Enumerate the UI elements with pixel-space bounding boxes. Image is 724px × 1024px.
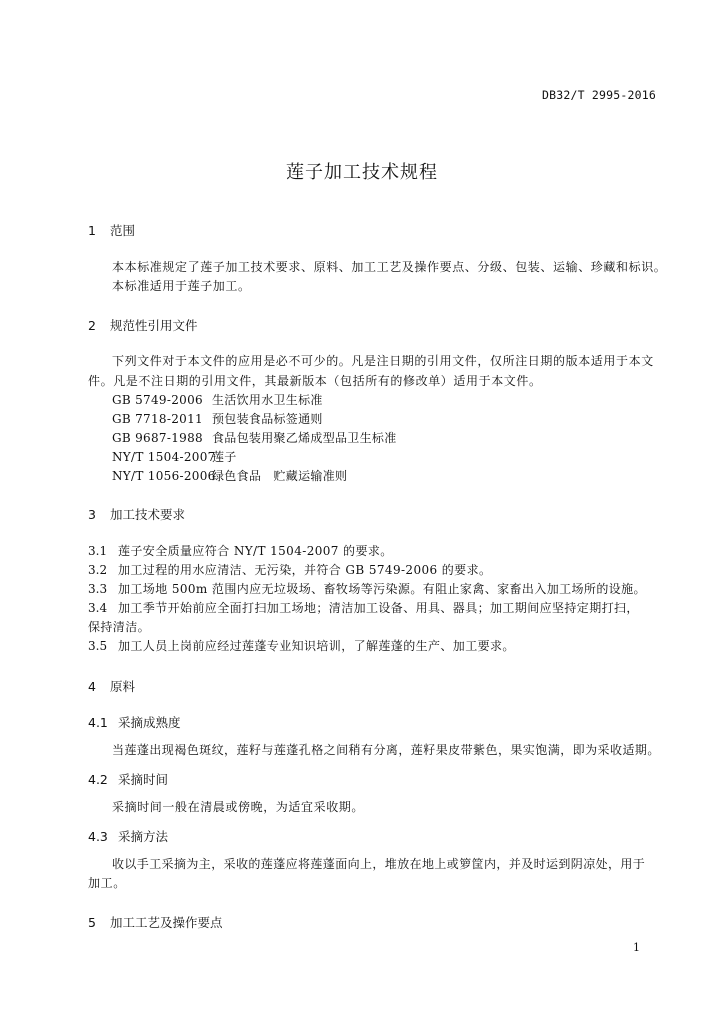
clause-3-2 — [88, 561, 491, 578]
reference-code: GB 7718-2011 — [112, 412, 203, 426]
clause-text: 加工季节开始前应全面打扫加工场地；清洁加工设备、用具、器具；加工期间应坚持定期打扫， — [118, 601, 639, 615]
clause-number: 3.3 — [88, 582, 108, 596]
subsection-4-2-text: 采摘时间一般在清晨或傍晚，为适宜采收期。 — [112, 800, 365, 814]
page-number: 1 — [633, 941, 640, 954]
clause-text: 加工人员上岗前应经过莲蓬专业知识培训，了解莲蓬的生产、加工要求。 — [118, 639, 515, 653]
section-number: 2 — [88, 318, 96, 333]
section-3-heading — [88, 505, 185, 523]
section-title: 加工技术要求 — [110, 507, 186, 522]
reference-item — [112, 429, 397, 446]
subsection-number: 4.2 — [88, 772, 108, 787]
section-4-heading — [88, 677, 135, 695]
reference-item — [112, 467, 347, 484]
subsection-4-3-text-line-2: 加工。 — [88, 876, 126, 890]
subsection-title: 采摘成熟度 — [118, 715, 181, 730]
section-2-intro-line-2: 件。凡是不注日期的引用文件，其最新版本（包括所有的修改单）适用于本文件。 — [88, 374, 542, 388]
reference-item — [112, 391, 323, 408]
section-1-heading — [88, 221, 135, 239]
subsection-4-3-text-line-1: 收以手工采摘为主，采收的莲蓬应将莲蓬面向上，堆放在地上或箩筐内，并及时运到阴凉处，用于 — [112, 857, 646, 871]
reference-name: 预包装食品标签通则 — [212, 412, 323, 426]
section-1-paragraph-1: 本本标准规定了莲子加工技术要求、原料、加工工艺及操作要点、分级、包装、运输、珍藏和标识。 — [112, 260, 667, 274]
clause-text: 莲子安全质量应符合 NY/T 1504-2007 的要求。 — [118, 544, 393, 558]
reference-name: 绿色食品 贮藏运输准则 — [212, 469, 348, 483]
clause-3-1 — [88, 542, 393, 559]
reference-name: 莲子 — [212, 450, 237, 464]
clause-text: 加工过程的用水应清洁、无污染，并符合 GB 5749-2006 的要求。 — [118, 563, 492, 577]
section-title: 加工工艺及操作要点 — [110, 915, 223, 930]
reference-name: 食品包装用聚乙烯成型品卫生标准 — [212, 431, 397, 445]
document-title: 莲子加工技术规程 — [286, 162, 438, 183]
clause-number: 3.5 — [88, 639, 108, 653]
reference-item — [112, 448, 237, 465]
section-2-intro-line-1: 下列文件对于本文件的应用是必不可少的。凡是注日期的引用文件，仅所注日期的版本适用于本文 — [112, 354, 654, 368]
section-title: 原料 — [110, 679, 136, 694]
clause-3-4-continuation: 保持清洁。 — [88, 620, 151, 634]
subsection-title: 采摘时间 — [118, 772, 169, 787]
section-number: 4 — [88, 679, 96, 694]
clause-3-5 — [88, 637, 515, 654]
subsection-4-2-heading — [88, 770, 168, 788]
reference-item — [112, 410, 323, 427]
section-5-heading — [88, 913, 223, 931]
subsection-4-3-heading — [88, 827, 168, 845]
subsection-number: 4.1 — [88, 715, 108, 730]
standard-code: DB32/T 2995-2016 — [542, 88, 656, 102]
reference-code: GB 5749-2006 — [112, 393, 203, 407]
reference-code: NY/T 1056-2006 — [112, 469, 216, 483]
subsection-4-1-heading — [88, 713, 181, 731]
subsection-4-1-text: 当莲蓬出现褐色斑纹，莲籽与莲蓬孔格之间稍有分离，莲籽果皮带紫色，果实饱满，即为采收适期。 — [112, 743, 660, 757]
reference-code: GB 9687-1988 — [112, 431, 203, 445]
section-1-paragraph-2: 本标准适用于莲子加工。 — [112, 279, 251, 293]
subsection-number: 4.3 — [88, 829, 108, 844]
reference-name: 生活饮用水卫生标准 — [212, 393, 323, 407]
clause-number: 3.2 — [88, 563, 108, 577]
clause-number: 3.1 — [88, 544, 108, 558]
subsection-title: 采摘方法 — [118, 829, 169, 844]
clause-3-4 — [88, 599, 639, 616]
clause-text: 加工场地 500m 范围内应无垃圾场、畜牧场等污染源。有阻止家禽、家畜出入加工场所的设施。 — [118, 582, 646, 596]
section-2-heading — [88, 316, 198, 334]
section-number: 1 — [88, 223, 96, 238]
section-number: 5 — [88, 915, 96, 930]
section-title: 规范性引用文件 — [110, 318, 198, 333]
clause-3-3 — [88, 580, 646, 597]
reference-code: NY/T 1504-2007 — [112, 450, 216, 464]
section-title: 范围 — [110, 223, 136, 238]
section-number: 3 — [88, 507, 96, 522]
clause-number: 3.4 — [88, 601, 108, 615]
